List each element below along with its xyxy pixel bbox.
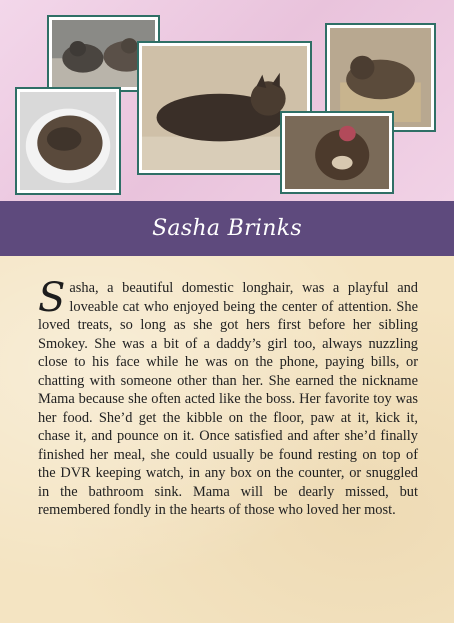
photo-cat-closeup xyxy=(282,113,392,192)
photo-cat-in-sink xyxy=(17,89,119,193)
photo-collage xyxy=(0,0,454,201)
story-panel xyxy=(0,256,454,623)
memorial-story xyxy=(38,275,418,520)
title-bar xyxy=(0,201,454,256)
drop-cap: S xyxy=(38,275,66,321)
story-text: asha, a beautiful domestic longhair, was a playful and loveable cat who enjoyed being the center of attention. She loved treats, so long as she got hers first before her sibling Smokey. She was a bit of a daddy’s girl too, always nuzzling close to his face while he was on the phone, paying bills, or chatting with someone other than her. She earned the nickname Mama because she often acted like the boss. Her favorite toy was her food. She’d get the kibble on the floor, paw at it, kick it, chase it, and pounce on it. Once satisfied and after she’d finally finished her meal, she could usually be found resting on top of the DVR keeping watch, in any box on the counter, or snuggled in the bathroom sink. Mama will be dearly missed, but remembered fondly in the hearts of those who loved her most. xyxy=(38,280,418,518)
pet-name-title: Sasha Brinks xyxy=(152,216,302,241)
